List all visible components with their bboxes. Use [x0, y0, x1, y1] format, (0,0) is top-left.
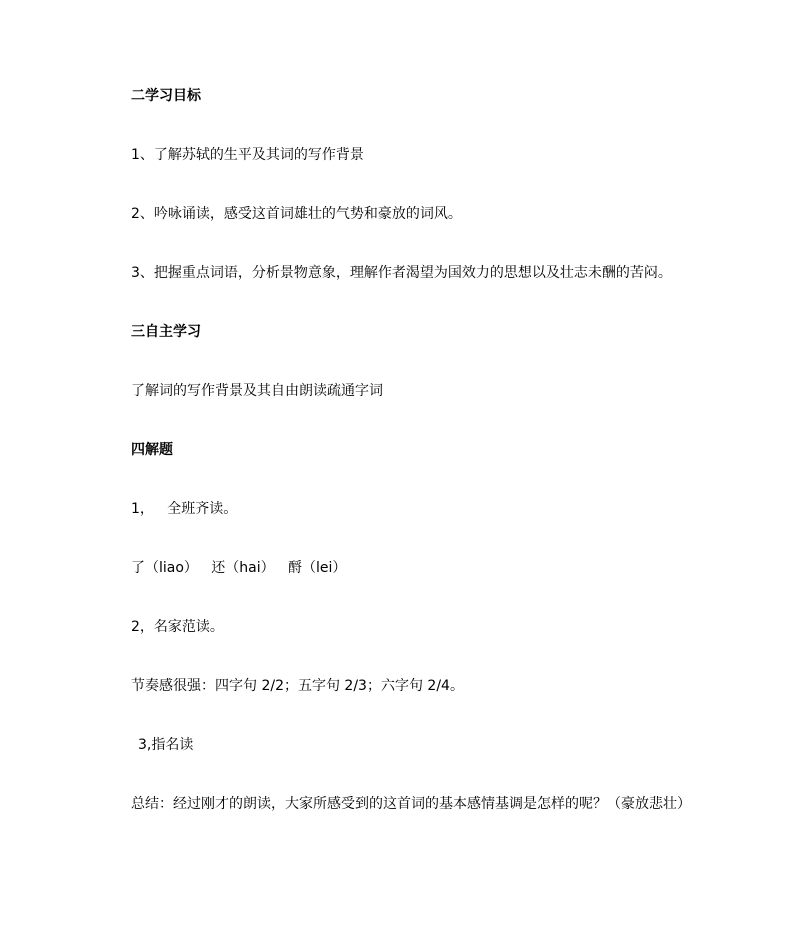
goal-1: 1、了解苏轼的生平及其词的写作背景 [131, 147, 364, 163]
section-2-heading: 二学习目标 [131, 88, 201, 104]
section-4-heading: 四解题 [131, 442, 173, 458]
step-3-named-reading: 3,指名读 [138, 737, 194, 753]
goal-3: 3、把握重点词语，分析景物意象，理解作者渴望为国效力的思想以及壮志未酬的苦闷。 [131, 265, 672, 281]
section-3-heading: 三自主学习 [131, 324, 201, 340]
self-study-text: 了解词的写作背景及其自由朗读疏通字词 [131, 383, 383, 399]
step-2-model-reading: 2，名家范读。 [131, 619, 224, 635]
step-1-class-reading: 1， 全班齐读。 [131, 501, 238, 517]
pinyin-notes: 了（liao） 还（hai） 酹（lei） [131, 560, 347, 576]
goal-2: 2、吟咏诵读，感受这首词雄壮的气势和豪放的词风。 [131, 206, 462, 222]
summary-text: 总结：经过刚才的朗读，大家所感受到的这首词的基本感情基调是怎样的呢？（豪放悲壮） [131, 796, 691, 812]
rhythm-note: 节奏感很强：四字句 2/2；五字句 2/3；六字句 2/4。 [131, 678, 464, 694]
